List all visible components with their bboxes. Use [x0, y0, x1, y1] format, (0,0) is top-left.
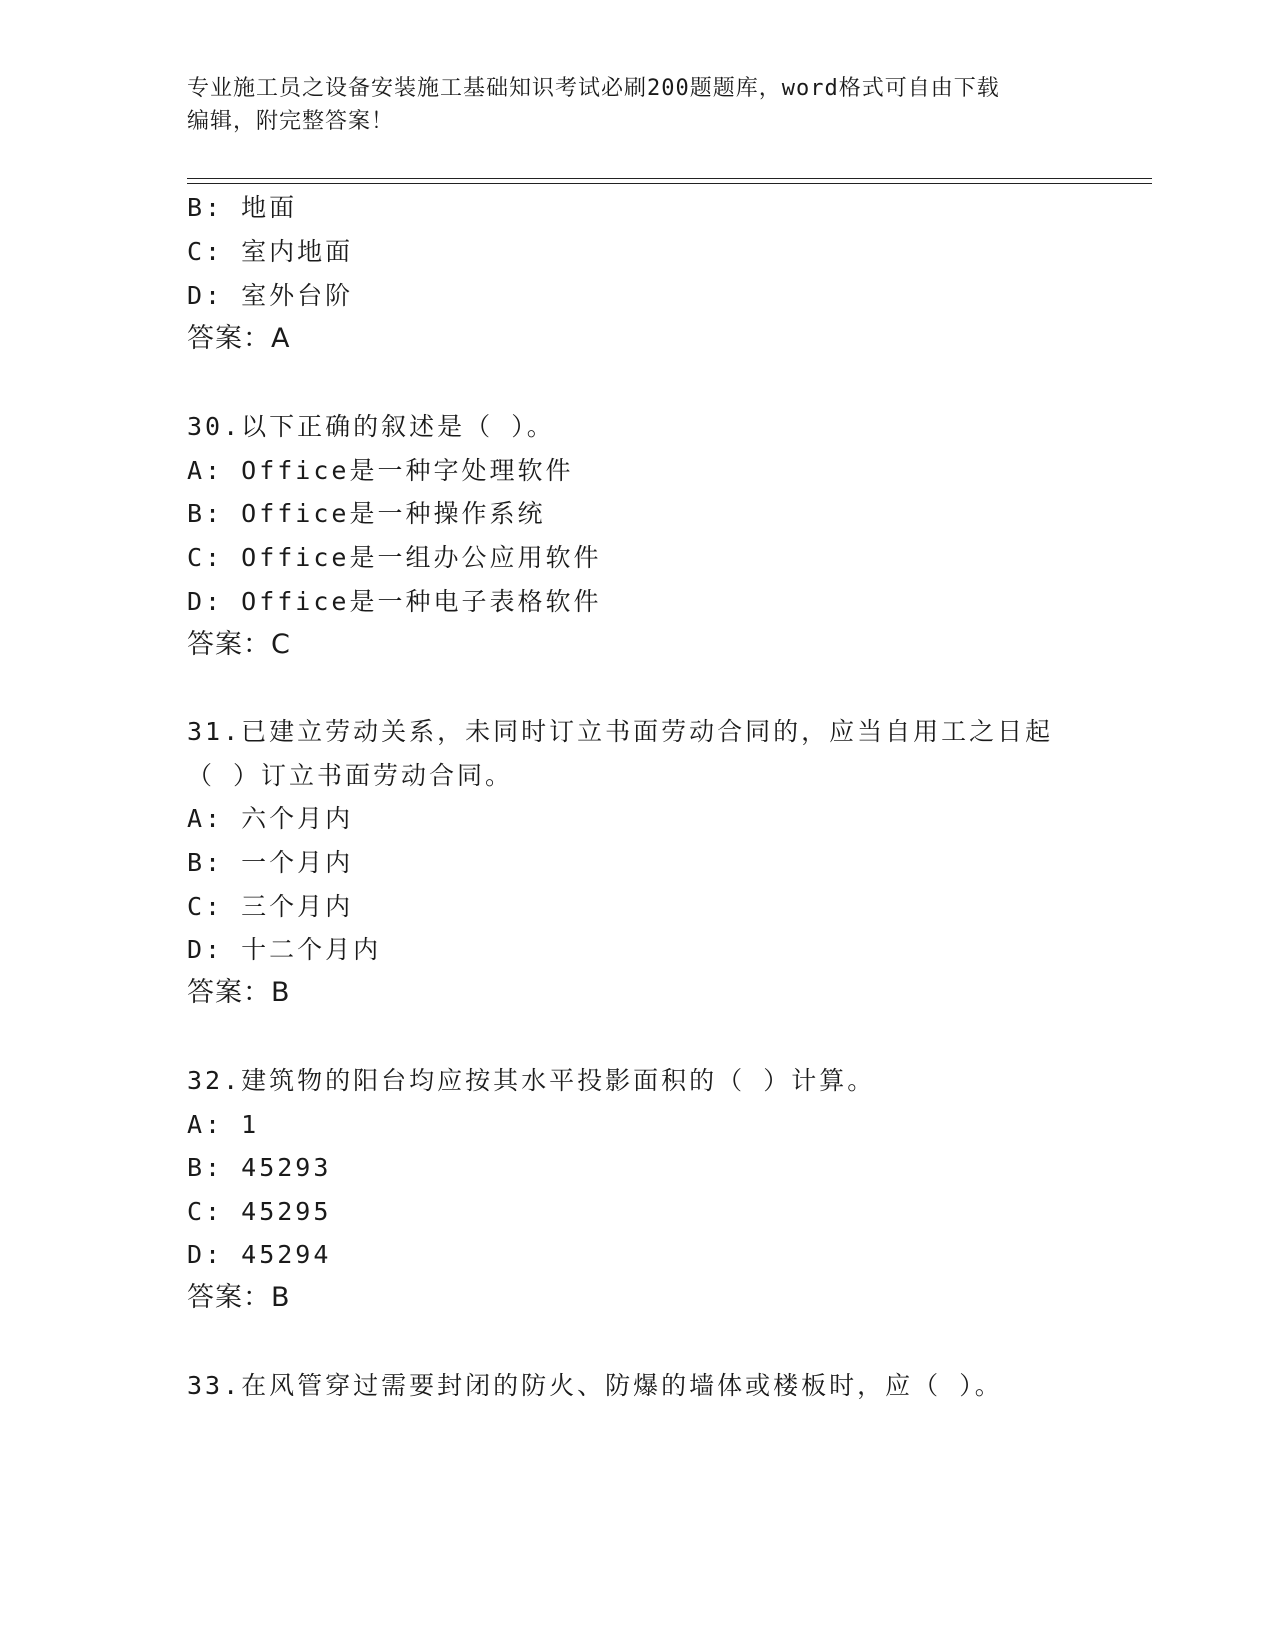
- q30-question: 30.以下正确的叙述是（ ）。: [187, 412, 555, 441]
- q30-option-b: B: Office是一种操作系统: [187, 499, 546, 528]
- header-title-line1: 专业施工员之设备安装施工基础知识考试必刷200题题库，word格式可自由下载: [187, 76, 1000, 101]
- q33-question: 33.在风管穿过需要封闭的防火、防爆的墙体或楼板时，应（ ）。: [187, 1371, 1003, 1400]
- q30-option-a: A: Office是一种字处理软件: [187, 456, 574, 485]
- q32-answer: 答案：B: [187, 1282, 291, 1313]
- q29-option-b: B: 地面: [187, 193, 298, 222]
- q32-option-c: C: 45295: [187, 1197, 332, 1226]
- q31-answer: 答案：B: [187, 977, 291, 1008]
- q30-option-c: C: Office是一组办公应用软件: [187, 543, 602, 572]
- q31-question-line1: 31.已建立劳动关系，未同时订立书面劳动合同的，应当自用工之日起: [187, 717, 1054, 746]
- document-header: [187, 72, 1067, 138]
- q32-question: 32.建筑物的阳台均应按其水平投影面积的（ ）计算。: [187, 1066, 876, 1095]
- q30-option-d: D: Office是一种电子表格软件: [187, 587, 602, 616]
- header-title-line2: 编辑，附完整答案！: [187, 109, 395, 134]
- q30-answer: 答案：C: [187, 629, 291, 660]
- q31-option-d: D: 十二个月内: [187, 935, 382, 964]
- header-divider-top: [187, 178, 1152, 179]
- q29-answer: 答案：A: [187, 323, 291, 354]
- q31-question-line2: （ ）订立书面劳动合同。: [187, 761, 514, 790]
- q32-option-a: A: 1: [187, 1110, 260, 1139]
- q31-option-c: C: 三个月内: [187, 892, 354, 921]
- q31-option-a: A: 六个月内: [187, 804, 354, 833]
- q29-option-d: D: 室外台阶: [187, 281, 354, 310]
- q32-option-b: B: 45293: [187, 1153, 332, 1182]
- q29-option-c: C: 室内地面: [187, 237, 354, 266]
- q31-option-b: B: 一个月内: [187, 848, 354, 877]
- header-divider-bottom: [187, 183, 1152, 184]
- q32-option-d: D: 45294: [187, 1240, 332, 1269]
